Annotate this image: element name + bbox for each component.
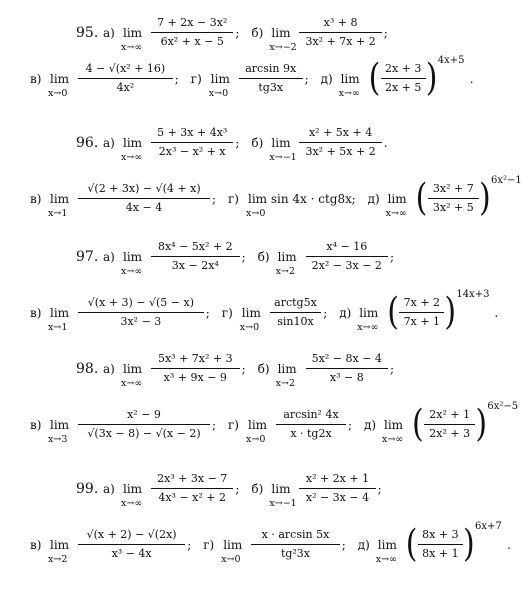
separator: ;	[235, 482, 240, 496]
separator: .	[469, 72, 474, 86]
part-label: г)	[228, 192, 239, 206]
exponent: 14x+3	[456, 289, 490, 300]
limit-operator: lim	[50, 306, 70, 320]
limit-subscript: x→2	[48, 554, 68, 565]
fraction-bar	[78, 424, 210, 425]
separator: ;	[304, 72, 309, 86]
limit-subscript: x→∞	[382, 434, 404, 445]
part-label: д)	[364, 418, 377, 432]
part-label: г)	[190, 72, 202, 86]
fraction-numerator: 3x² + 7	[432, 182, 474, 195]
fraction-denominator: 3x² − 3	[120, 315, 162, 328]
part-label: а)	[103, 250, 115, 264]
limit-operator: lim	[271, 26, 291, 40]
part-label: б)	[257, 362, 270, 376]
problem-number: 99.	[76, 481, 99, 497]
fraction-denominator: 3x² + 7x + 2	[305, 35, 376, 48]
limit-subscript: x→∞	[121, 266, 143, 277]
limit-subscript: x→2	[275, 266, 295, 277]
limit-subscript: x→∞	[385, 208, 407, 219]
fraction-denominator: 8x + 1	[422, 547, 459, 560]
problem-number: 95.	[76, 25, 99, 41]
fraction-denominator: 3x² + 5	[432, 201, 474, 214]
separator: ;	[351, 192, 356, 206]
limit-subscript: x→0	[246, 434, 266, 445]
limit-subscript: x→1	[48, 208, 68, 219]
part-label: а)	[103, 362, 115, 376]
fraction-bar	[399, 312, 444, 313]
separator: ;	[241, 362, 246, 376]
left-paren: (	[368, 56, 381, 100]
separator: .	[383, 136, 388, 150]
separator: ;	[212, 192, 217, 206]
separator: ;	[212, 418, 217, 432]
part-label: б)	[251, 26, 264, 40]
separator: ;	[241, 250, 246, 264]
limit-subscript: x→−1	[269, 498, 297, 509]
fraction-numerator: 2x² + 1	[429, 408, 471, 421]
fraction-numerator: arctg5x	[274, 296, 317, 309]
fraction-numerator: 5 + 3x + 4x³	[157, 126, 228, 139]
part-label: д)	[367, 192, 380, 206]
fraction-numerator: x² + 5x + 4	[308, 126, 373, 139]
part-label: в)	[30, 192, 42, 206]
limit-subscript: x→−2	[269, 42, 297, 53]
limit-subscript: x→∞	[357, 322, 379, 333]
fraction-bar	[151, 32, 233, 33]
limit-subscript: x→3	[48, 434, 68, 445]
limit-operator: lim	[271, 482, 291, 496]
limit-subscript: x→∞	[121, 378, 143, 389]
part-label: д)	[320, 72, 333, 86]
fraction-denominator: x² − 3x − 4	[305, 491, 370, 504]
part-label: б)	[251, 482, 264, 496]
part-label: г)	[221, 306, 233, 320]
fraction-bar	[151, 142, 233, 143]
limit-operator: lim	[241, 306, 261, 320]
fraction-numerator: √(2 + 3x) − √(4 + x)	[87, 182, 201, 195]
problem-line	[0, 120, 481, 176]
fraction-denominator: 2x + 5	[384, 81, 422, 94]
limit-operator: lim	[377, 538, 397, 552]
limit-subscript: x→1	[48, 322, 68, 333]
fraction-numerator: 7x + 2	[403, 296, 440, 309]
exponent: 4x+5	[437, 55, 465, 66]
fraction-numerator: x³ + 8	[323, 16, 358, 29]
problem-line	[0, 346, 481, 402]
fraction-bar	[428, 198, 479, 199]
limit-operator: lim	[384, 418, 404, 432]
part-label: в)	[30, 538, 42, 552]
separator: .	[507, 538, 511, 552]
limit-operator: lim	[50, 72, 70, 86]
fraction-bar	[306, 256, 388, 257]
problem-number: 97.	[76, 249, 99, 265]
fraction-bar	[151, 256, 240, 257]
separator: ;	[235, 26, 240, 40]
problem-number: 96.	[76, 135, 99, 151]
fraction-bar	[78, 312, 204, 313]
limit-operator: lim	[277, 250, 297, 264]
separator: ;	[235, 136, 240, 150]
fraction-numerator: x² − 9	[127, 408, 161, 421]
part-label: б)	[251, 136, 264, 150]
fraction-numerator: √(x + 2) − √(2x)	[86, 528, 177, 541]
fraction-bar	[424, 424, 475, 425]
part-label: а)	[103, 482, 115, 496]
limit-operator: lim	[340, 72, 360, 86]
fraction-numerator: 4 − √(x² + 16)	[85, 62, 166, 75]
right-paren: )	[444, 290, 457, 334]
limit-operator: lim	[359, 306, 379, 320]
fraction-bar	[381, 78, 426, 79]
fraction-denominator: x³ − 8	[329, 371, 364, 384]
limit-subscript: x→∞	[338, 88, 360, 99]
part-label: д)	[339, 306, 352, 320]
part-label: а)	[103, 26, 115, 40]
limit-operator: lim	[123, 26, 143, 40]
fraction-bar	[299, 32, 381, 33]
fraction-denominator: 4x³ − x² + 2	[158, 491, 227, 504]
fraction-denominator: 4x − 4	[125, 201, 163, 214]
fraction-bar	[299, 488, 375, 489]
fraction-bar	[251, 544, 340, 545]
limit-operator: lim	[387, 192, 407, 206]
right-paren: )	[475, 402, 488, 446]
fraction-denominator: 4x²	[116, 81, 135, 94]
fraction-numerator: 5x³ + 7x² + 3	[157, 352, 233, 365]
fraction-bar	[306, 368, 388, 369]
fraction-denominator: 2x² − 3x − 2	[311, 259, 382, 272]
fraction-numerator: arcsin² 4x	[283, 408, 339, 421]
separator: ;	[348, 418, 353, 432]
limit-operator: lim	[277, 362, 297, 376]
limit-subscript: x→0	[221, 554, 241, 565]
limit-subscript: x→0	[208, 88, 229, 99]
fraction-denominator: √(3x − 8) − √(x − 2)	[87, 427, 201, 440]
fraction-denominator: x · tg2x	[290, 427, 332, 440]
limit-operator: lim	[123, 250, 143, 264]
fraction-denominator: 3x − 2x⁴	[171, 259, 219, 272]
separator: ;	[383, 26, 388, 40]
limit-operator: lim	[50, 538, 70, 552]
part-label: д)	[357, 538, 370, 552]
fraction-denominator: 6x² + x − 5	[160, 35, 224, 48]
fraction-denominator: tg²3x	[280, 547, 311, 560]
fraction-numerator: x⁴ − 16	[326, 240, 368, 253]
part-label: г)	[228, 418, 239, 432]
limit-operator: lim	[223, 538, 243, 552]
fraction-bar	[418, 544, 463, 545]
fraction-bar	[299, 142, 381, 143]
fraction-numerator: 2x³ + 3x − 7	[157, 472, 228, 485]
limit-subscript: x→∞	[375, 554, 398, 565]
fraction-bar	[151, 488, 233, 489]
fraction-bar	[151, 368, 240, 369]
exponent: 6x²−5	[487, 401, 519, 412]
left-paren: (	[412, 402, 424, 446]
limit-operator: lim	[50, 418, 70, 432]
limit-operator: lim sin 4x · ctg8x	[248, 192, 352, 206]
fraction-numerator: arcsin 9x	[245, 62, 297, 75]
problem-line	[0, 401, 519, 458]
limit-subscript: x→−1	[269, 152, 297, 163]
fraction-bar	[78, 544, 185, 545]
problem-line	[0, 521, 511, 578]
problem-line	[0, 289, 499, 346]
fraction-bar	[239, 78, 303, 79]
problem-line	[0, 56, 481, 112]
separator: .	[494, 306, 499, 320]
limit-operator: lim	[123, 482, 143, 496]
left-paren: (	[387, 290, 399, 334]
separator: ;	[390, 250, 395, 264]
left-paren: (	[415, 176, 428, 220]
right-paren: )	[425, 56, 438, 100]
limit-operator: lim	[123, 362, 143, 376]
limit-operator: lim	[50, 192, 70, 206]
limit-subscript: x→∞	[121, 152, 143, 163]
separator: ;	[323, 306, 328, 320]
part-label: г)	[203, 538, 215, 552]
left-paren: (	[405, 522, 418, 566]
fraction-denominator: 7x + 1	[403, 315, 440, 328]
fraction-numerator: 8x⁴ − 5x² + 2	[157, 240, 233, 253]
fraction-numerator: 7 + 2x − 3x²	[157, 16, 228, 29]
limit-subscript: x→0	[48, 88, 68, 99]
separator: ;	[174, 72, 179, 86]
separator: ;	[187, 538, 192, 552]
fraction-denominator: 2x³ − x² + x	[158, 145, 226, 158]
fraction-numerator: 2x + 3	[384, 62, 422, 75]
limit-operator: lim	[271, 136, 291, 150]
fraction-denominator: tg3x	[258, 81, 284, 94]
problem-number: 98.	[76, 361, 99, 377]
fraction-denominator: 3x² + 5x + 2	[305, 145, 376, 158]
fraction-bar	[78, 78, 173, 79]
part-label: в)	[30, 72, 42, 86]
separator: ;	[390, 362, 395, 376]
limit-subscript: x→∞	[121, 42, 143, 53]
limit-operator: lim	[248, 418, 268, 432]
problem-line	[0, 175, 522, 232]
separator: ;	[341, 538, 346, 552]
fraction-denominator: 2x² + 3	[429, 427, 471, 440]
problem-line	[0, 234, 481, 290]
fraction-denominator: sin10x	[277, 315, 314, 328]
separator: ;	[377, 482, 382, 496]
exponent: 6x+7	[475, 521, 502, 532]
part-label: б)	[257, 250, 270, 264]
part-label: в)	[30, 306, 42, 320]
fraction-numerator: √(x + 3) − √(5 − x)	[87, 296, 194, 309]
fraction-bar	[276, 424, 346, 425]
part-label: а)	[103, 136, 115, 150]
limit-subscript: x→∞	[121, 498, 143, 509]
fraction-bar	[78, 198, 210, 199]
part-label: в)	[30, 418, 42, 432]
limit-operator: lim	[123, 136, 143, 150]
limit-subscript: x→0	[239, 322, 260, 333]
fraction-numerator: x · arcsin 5x	[261, 528, 330, 541]
fraction-denominator: x³ + 9x − 9	[163, 371, 227, 384]
separator: ;	[205, 306, 210, 320]
fraction-numerator: 8x + 3	[422, 528, 459, 541]
exponent: 6x²−1	[491, 175, 522, 186]
limit-subscript: x→0	[246, 208, 266, 219]
fraction-numerator: x² + 2x + 1	[305, 472, 370, 485]
limit-operator: lim	[210, 72, 230, 86]
problem-line	[0, 466, 481, 522]
limit-subscript: x→2	[275, 378, 295, 389]
fraction-denominator: x³ − 4x	[111, 547, 152, 560]
fraction-bar	[270, 312, 321, 313]
right-paren: )	[463, 522, 475, 566]
right-paren: )	[479, 176, 491, 220]
fraction-numerator: 5x² − 8x − 4	[311, 352, 382, 365]
